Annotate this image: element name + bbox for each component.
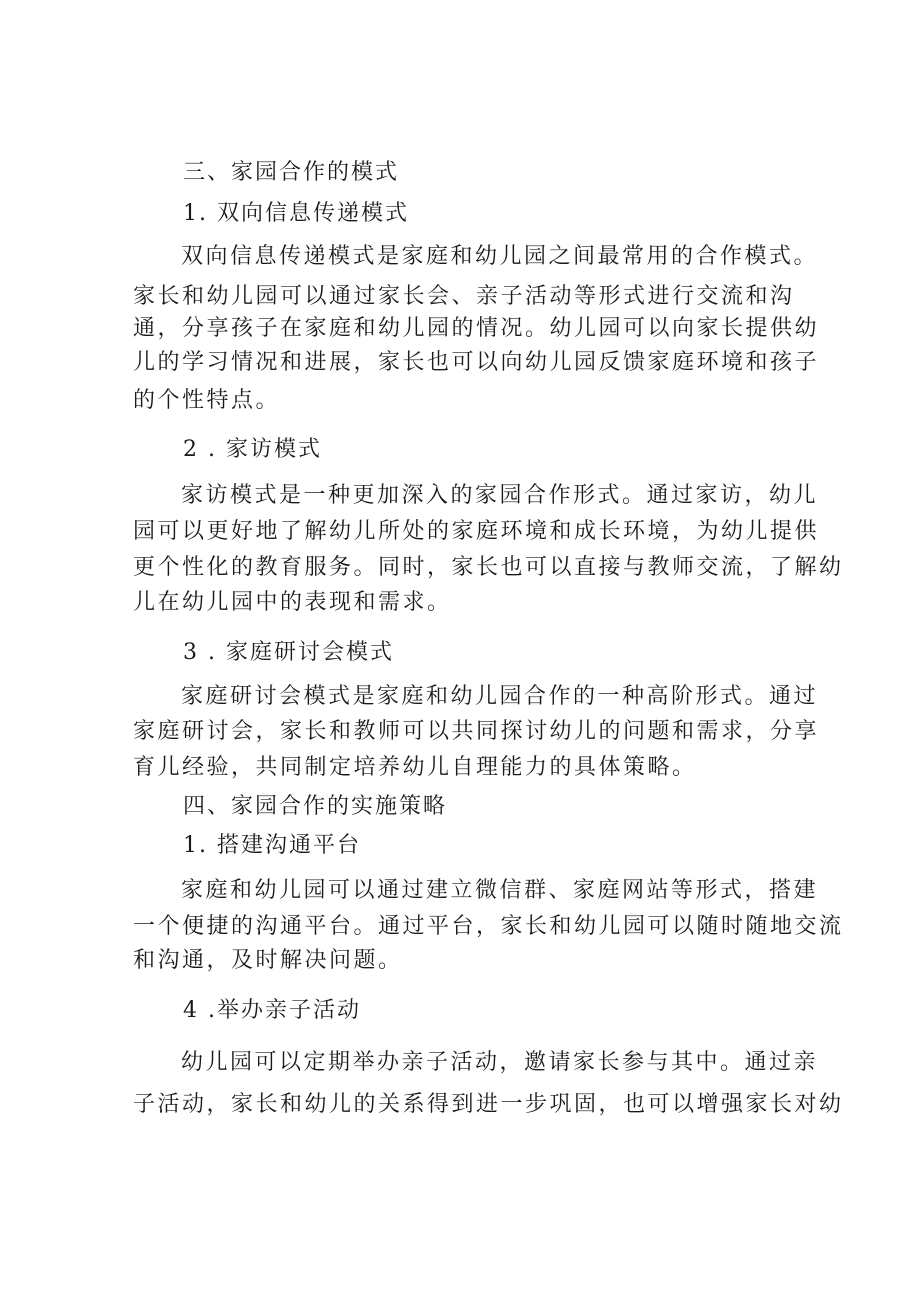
text-line: 的个性特点。	[133, 388, 281, 413]
text-line: 更个性化的教育服务。同时，家长也可以直接与教师交流，了解幼	[133, 555, 844, 580]
item-heading-seminar: 3 . 家庭研讨会模式	[183, 640, 394, 665]
text-line: 儿的学习情况和进展，家长也可以向幼儿园反馈家庭环境和孩子	[133, 350, 820, 375]
section-heading-mode: 三、家园合作的模式	[183, 160, 400, 185]
text-line: 家庭研讨会，家长和教师可以共同探讨幼儿的问题和需求，分享	[133, 719, 820, 744]
text-line: 家访模式是一种更加深入的家园合作形式。通过家访，幼儿	[181, 483, 819, 508]
text-line: 园可以更好地了解幼儿所处的家庭环境和成长环境，为幼儿提供	[133, 519, 820, 544]
text-line: 通，分享孩子在家庭和幼儿园的情况。幼儿园可以向家长提供幼	[133, 316, 820, 341]
text-line: 家庭和幼儿园可以通过建立微信群、家庭网站等形式，搭建	[181, 878, 819, 903]
item-heading-activities: 4 .举办亲子活动	[183, 998, 361, 1023]
text-line: 家庭研讨会模式是家庭和幼儿园合作的一种高阶形式。通过	[181, 684, 819, 709]
section-heading-strategy: 四、家园合作的实施策略	[183, 794, 448, 819]
text-line: 双向信息传递模式是家庭和幼儿园之间最常用的合作模式。	[181, 244, 819, 269]
text-line: 和沟通，及时解决问题。	[133, 948, 403, 973]
text-line: 家长和幼儿园可以通过家长会、亲子活动等形式进行交流和沟	[133, 284, 795, 309]
text-line: 一个便捷的沟通平台。通过平台，家长和幼儿园可以随时随地交流	[133, 914, 844, 939]
text-line: 育儿经验，共同制定培养幼儿自理能力的具体策略。	[133, 755, 697, 780]
item-heading-two-way: 1. 双向信息传递模式	[183, 201, 409, 226]
text-line: 儿在幼儿园中的表现和需求。	[133, 590, 452, 615]
text-line: 幼儿园可以定期举办亲子活动，邀请家长参与其中。通过亲	[181, 1050, 819, 1075]
text-line: 子活动，家长和幼儿的关系得到进一步巩固，也可以增强家长对幼	[133, 1092, 844, 1117]
item-heading-platform: 1. 搭建沟通平台	[183, 833, 361, 858]
item-heading-home-visit: 2 . 家访模式	[183, 437, 322, 462]
